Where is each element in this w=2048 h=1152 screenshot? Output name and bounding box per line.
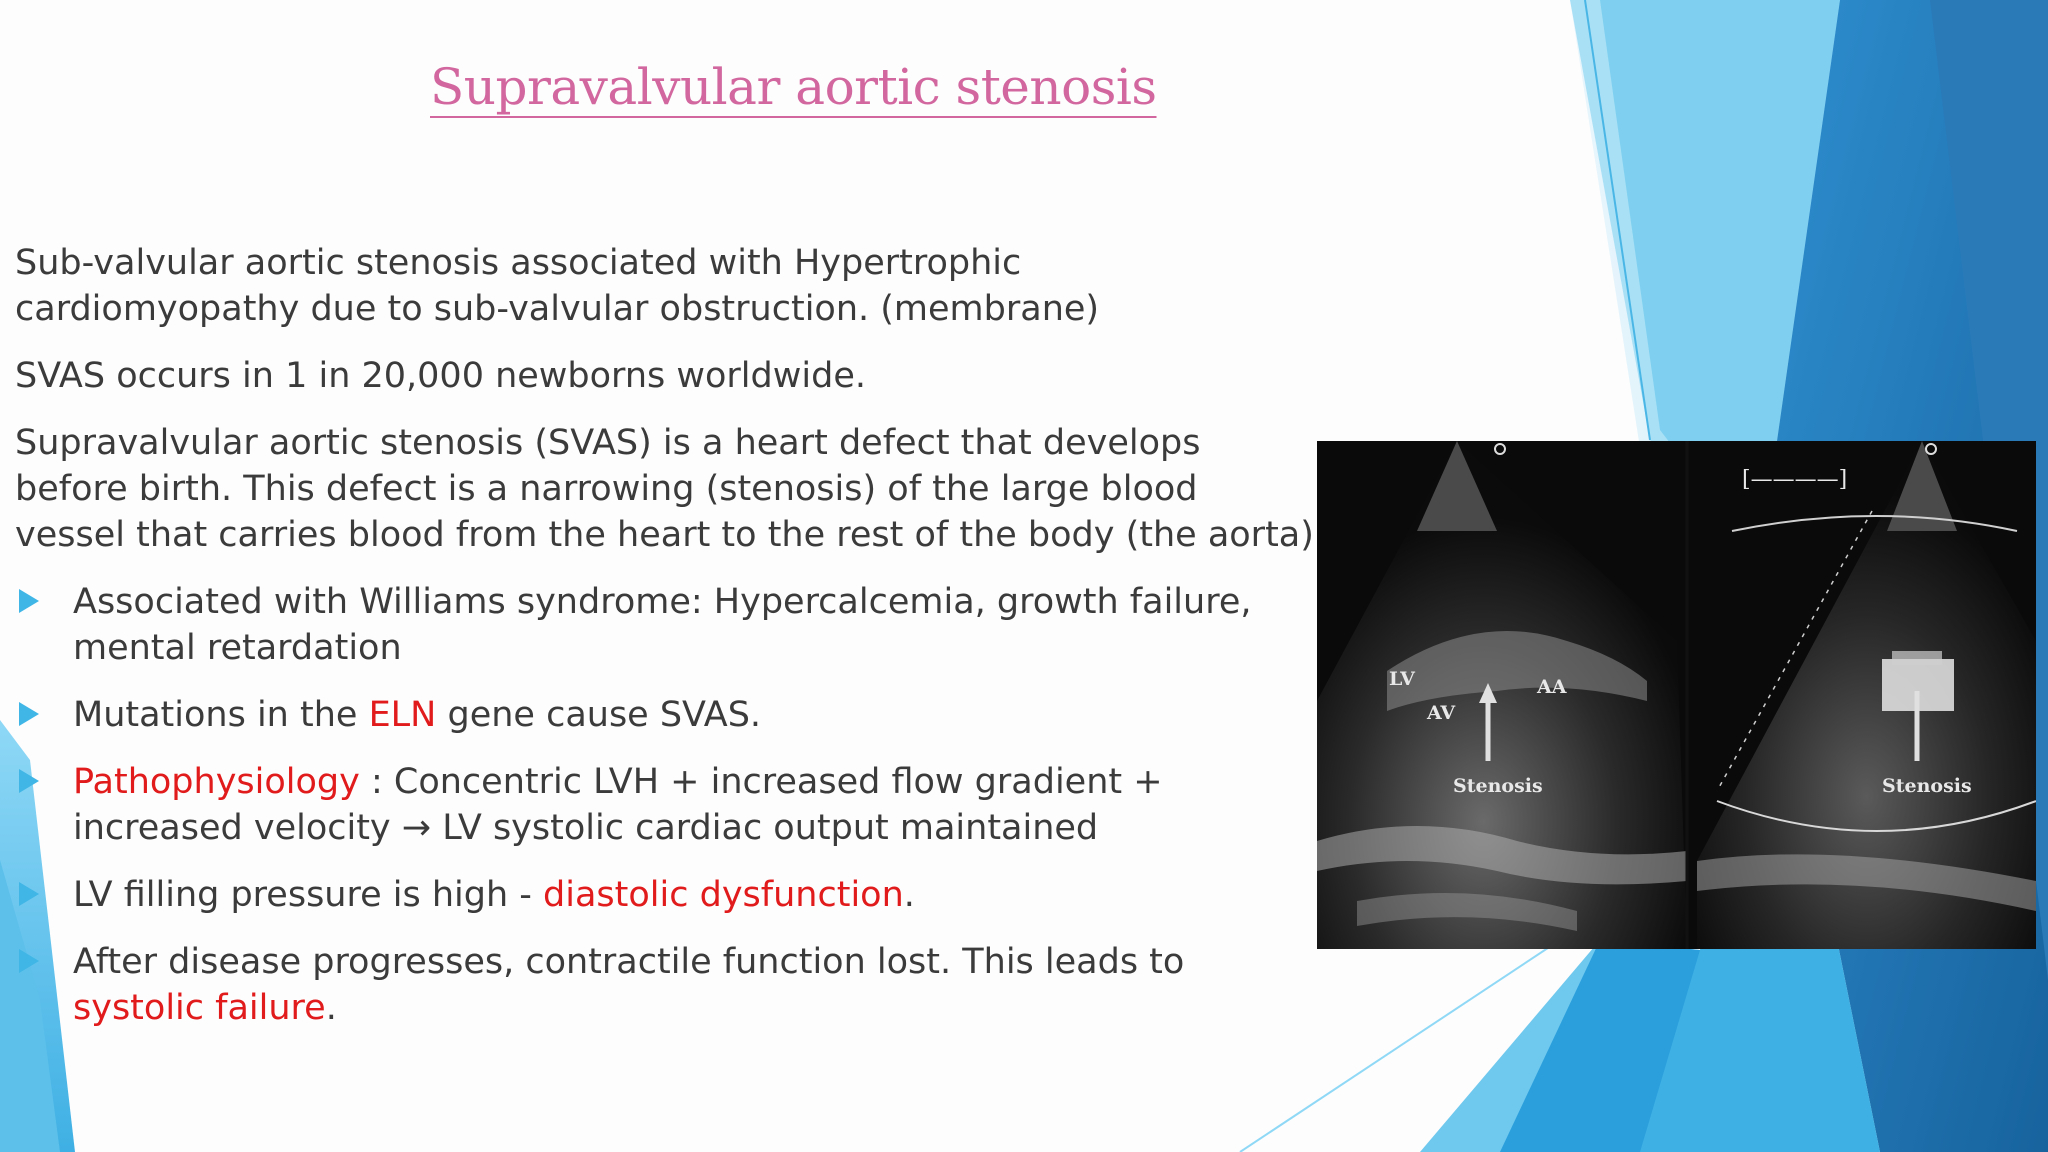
bullet-pathophysiology [15,759,1315,851]
right-triangle-icon [19,589,39,613]
slide-body [15,240,1315,1052]
slide-title: Supravalvular aortic stenosis [430,58,1157,116]
right-triangle-icon [19,949,39,973]
highlight-pathophysiology: Pathophysiology [73,762,360,802]
bullet-eln-mutation [15,692,1315,738]
highlight-diastolic-dysfunction: diastolic dysfunction [543,875,904,915]
label-lv: LV [1389,668,1415,690]
echocardiogram-image [1317,441,2036,949]
label-aa: AA [1537,676,1567,698]
echo-scan-graphic [1317,441,2036,949]
paragraph-subvalvular: Sub-valvular aortic stenosis associated with Hypertrophic cardiomyopathy due to sub-valvular obstruction. (membrane) [15,243,1100,329]
bullet-text: gene cause SVAS. [436,695,762,735]
bullet-text: Associated with Williams syndrome: Hypercalcemia, growth failure, mental retardation [73,582,1252,668]
bullet-systolic-failure [15,939,1315,1031]
highlight-systolic-failure: systolic failure [73,988,326,1028]
bullet-text: . [325,988,337,1028]
scale-bracket: [————] [1742,467,1848,492]
bullet-williams-syndrome [15,579,1315,671]
bullet-list [15,579,1315,1031]
right-triangle-icon [19,769,39,793]
bullet-filling-pressure [15,872,1315,918]
label-stenosis-right: Stenosis [1882,775,1972,797]
paragraph-incidence: SVAS occurs in 1 in 20,000 newborns worldwide. [15,356,866,396]
bullet-text: : Concentric LVH + increased flow gradient + increased velocity → LV systolic cardiac output maintained [73,762,1163,848]
bullet-text: . [903,875,915,915]
highlight-eln: ELN [368,695,437,735]
right-triangle-icon [19,702,39,726]
bullet-text: Mutations in the [73,695,369,735]
label-av: AV [1427,702,1456,724]
label-stenosis-left: Stenosis [1453,775,1543,797]
bullet-text: After disease progresses, contractile function lost. This leads to [73,942,1185,982]
bullet-text: LV filling pressure is high - [73,875,544,915]
paragraph-definition: Supravalvular aortic stenosis (SVAS) is a heart defect that develops before birth. This defect is a narrowing (stenosis) of the large blood vessel that carries blood from the heart to the rest of the body (the aorta) [15,423,1314,555]
right-triangle-icon [19,882,39,906]
